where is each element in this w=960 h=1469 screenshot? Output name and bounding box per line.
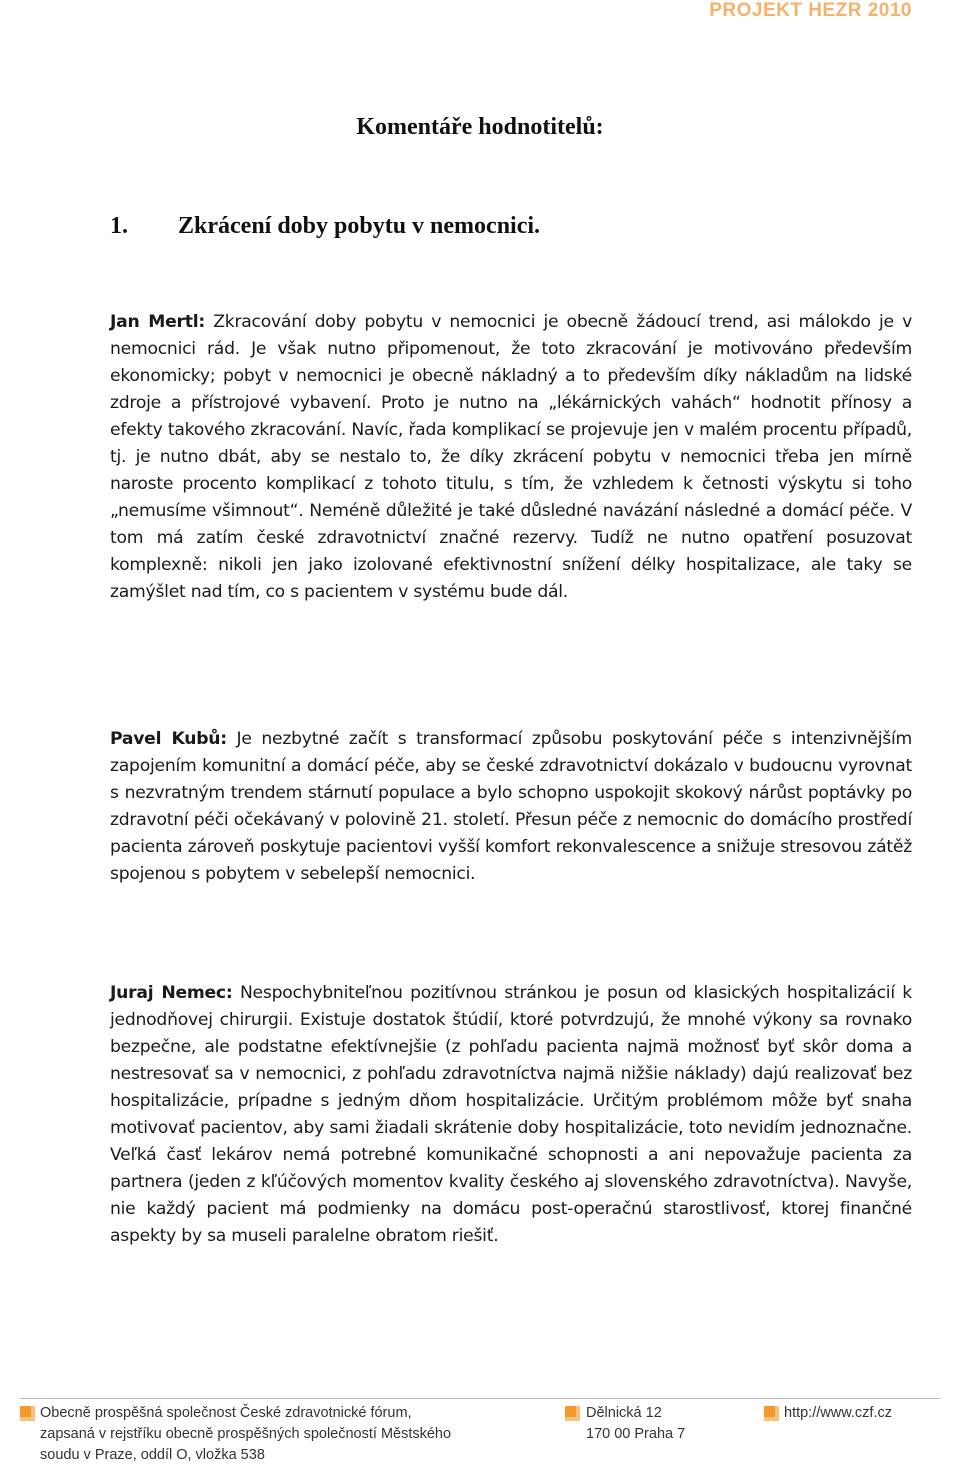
section-number: 1. xyxy=(110,213,128,239)
section-title: Zkrácení doby pobytu v nemocnici. xyxy=(178,213,541,239)
comment-author: Jan Mertl: xyxy=(110,312,205,332)
footer-web-link[interactable]: http://www.czf.cz xyxy=(784,1405,892,1421)
footer-address-line: Dělnická 12 xyxy=(586,1405,662,1421)
footer-divider xyxy=(20,1398,940,1399)
footer-org-line: Obecně prospěšná společnost České zdravotnické fórum, xyxy=(40,1405,412,1421)
footer-address-line: 170 00 Praha 7 xyxy=(586,1426,686,1442)
comment-author: Juraj Nemec: xyxy=(110,983,233,1003)
comment-jan-mertl xyxy=(110,309,912,606)
comment-juraj-nemec xyxy=(110,980,912,1250)
section-heading xyxy=(110,213,540,240)
square-bullet-icon xyxy=(20,1406,35,1421)
footer-organization xyxy=(40,1403,451,1466)
comment-pavel-kubu xyxy=(110,726,912,888)
square-bullet-icon xyxy=(764,1406,779,1421)
comment-author: Pavel Kubů: xyxy=(110,729,227,749)
comment-text: Je nezbytné začít s transformací způsobu poskytování péče s intenzivnějším zapojením komunitní a domácí péče, aby se české zdravotnictví dokázalo v budoucnu vyrovnat s nezvratným trendem stárnutí populace a bylo schopno uspokojit skokový nárůst poptávky po zdravotní péči očekávaný v polovině 21. století. Přesun péče z nemocnic do domácího prostředí pacienta zároveň poskytuje pacientovi vyšší komfort rekonvalescence a snižuje stresovou zátěž spojenou s pobytem v sebelepší nemocnici. xyxy=(110,729,912,884)
page-footer xyxy=(0,1398,960,1469)
square-bullet-icon xyxy=(565,1406,580,1421)
footer-org-line: zapsaná v rejstříku obecně prospěšných společností Městského xyxy=(40,1426,452,1442)
footer-address xyxy=(586,1403,685,1445)
footer-web xyxy=(784,1403,892,1424)
comment-text: Zkracování doby pobytu v nemocnici je obecně žádoucí trend, asi málokdo je v nemocnici rád. Je však nutno připomenout, že toto zkracování je motivováno především ekonomicky; pobyt v nemocnici je obecně nákladný a to především díky nákladům na lidské zdroje a přístrojové vybavení. Proto je nutno na „lékárnických vahách“ hodnotit přínosy a efekty takového zkracování. Navíc, řada komplikací se projevuje jen v malém procentu případů, tj. je nutno dbát, aby se nestalo to, že díky zkrácení pobytu v nemocnici třeba jen mírně naroste procento komplikací z tohoto titulu, s tím, že vzhledem k četnosti výskytu si toho „nemusíme všimnout“. Neméně důležité je také důsledné navázání následné a domácí péče. V tom má zatím české zdravotnictví značné rezervy. Tudíž ne nutno opatření posuzovat komplexně: nikoli jen jako izolované efektivnostní snížení délky hospitalizace, ale taky se zamýšlet nad tím, co s pacientem v systému bude dál. xyxy=(110,312,913,602)
comment-text: Nespochybniteľnou pozitívnou stránkou je posun od klasických hospitalizácií k jednodňovej chirurgii. Existuje dostatok štúdií, ktoré potvrdzujú, že mnohé výkony sa rovnako bezpečne, ale podstatne efektívnejšie (z pohľadu pacienta najmä možnosť byť skôr doma a nestresovať sa v nemocnici, z pohľadu zdravotníctva najmä nižšie náklady) dajú realizovať bez hospitalizácie, prípadne s jedným dňom hospitalizácie. Určitým problémom môže byť snaha motivovať pacientov, aby sami žiadali skrátenie doby hospitalizácie, toto nevidím jednoznačne. Veľká časť lekárov nemá potrebné komunikačné schopnosti a ani nepovažuje pacienta za partnera (jeden z kľúčových momentov kvality českého aj slovenského zdravotníctva). Navyše, nie každý pacient má podmienky na domácu post-operačnú starostlivosť, ktorej finančné aspekty by sa museli paralelne obratom riešiť. xyxy=(110,983,912,1246)
brand-logo-text: PROJEKT HEZR 2010 xyxy=(709,0,912,21)
footer-org-line: soudu v Praze, oddíl O, vložka 538 xyxy=(40,1447,265,1463)
page-title: Komentáře hodnotitelů: xyxy=(356,114,604,140)
